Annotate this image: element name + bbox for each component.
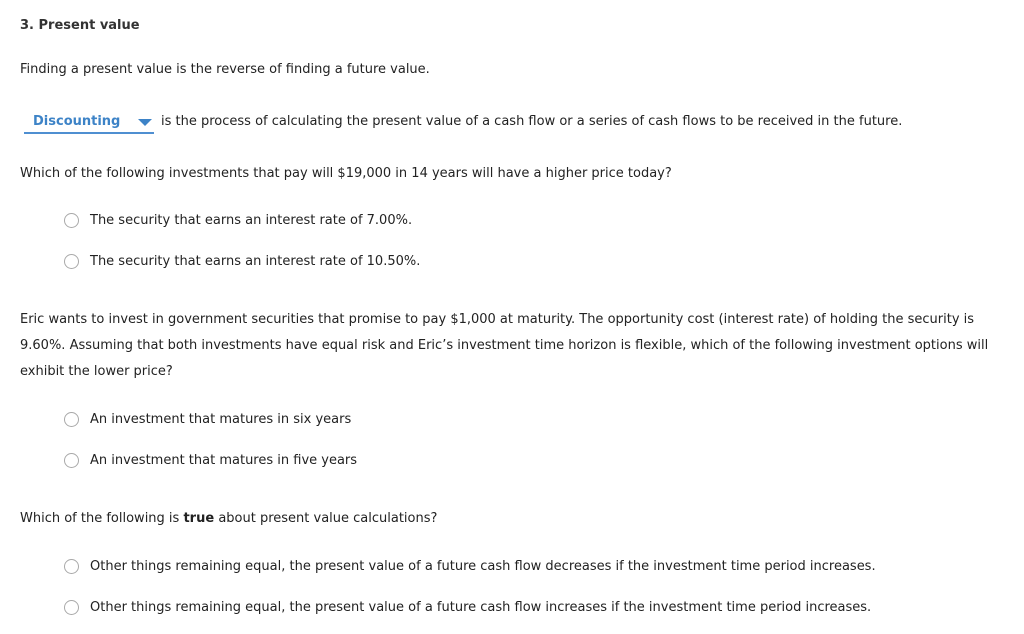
- chevron-down-icon: [138, 119, 152, 126]
- q1-prompt: Which of the following investments that pay will $19,000 in 14 years will have a higher price today?: [20, 166, 672, 181]
- q3-option-1[interactable]: [64, 556, 876, 576]
- radio-button[interactable]: [64, 254, 79, 269]
- radio-button[interactable]: [64, 559, 79, 574]
- q3-prompt-emphasis: true: [183, 511, 215, 526]
- q1-option-1[interactable]: [64, 210, 412, 230]
- radio-button[interactable]: [64, 213, 79, 228]
- question-title: 3. Present value: [20, 18, 140, 33]
- q2-option-2-label: An investment that matures in five years: [90, 452, 358, 468]
- q1-option-1-label: The security that earns an interest rate of 7.00%.: [90, 212, 413, 228]
- q1-option-2[interactable]: [64, 251, 420, 271]
- blank-sentence-text: is the process of calculating the present value of a cash flow or a series of cash flows to be received in the future.: [161, 114, 903, 129]
- q3-option-1-label: Other things remaining equal, the present value of a future cash flow decreases if the investment time period increases.: [90, 558, 876, 574]
- q2-prompt: Eric wants to invest in government securities that promise to pay $1,000 at maturity. The opportunity cost (interest rate) of holding the security is 9.60%. Assuming that both investments have equal risk and Eric’s investment time horizon is flexible, which of the following investment options will exhibit the lower price?: [20, 312, 989, 379]
- radio-button[interactable]: [64, 453, 79, 468]
- intro-text: Finding a present value is the reverse of finding a future value.: [20, 62, 430, 77]
- discounting-dropdown[interactable]: [24, 112, 154, 134]
- q3-option-2-label: Other things remaining equal, the present value of a future cash flow increases if the investment time period increases.: [90, 599, 872, 615]
- q2-option-1[interactable]: [64, 409, 351, 429]
- q3-prompt-after: about present value calculations?: [218, 511, 438, 526]
- q2-option-2[interactable]: [64, 450, 357, 470]
- radio-button[interactable]: [64, 600, 79, 615]
- q2-option-1-label: An investment that matures in six years: [90, 411, 352, 427]
- q3-option-2[interactable]: [64, 597, 871, 617]
- radio-button[interactable]: [64, 412, 79, 427]
- q1-option-2-label: The security that earns an interest rate of 10.50%.: [90, 253, 421, 269]
- q3-prompt-before: Which of the following is: [20, 511, 180, 526]
- dropdown-selected-value: Discounting: [33, 114, 121, 129]
- q3-prompt: [20, 511, 437, 526]
